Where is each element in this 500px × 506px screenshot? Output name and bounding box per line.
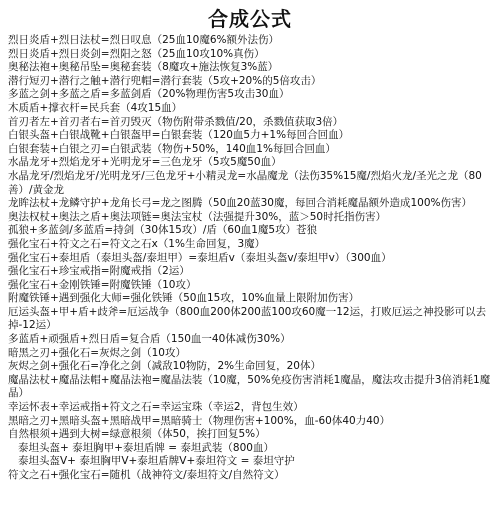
formula-line: 奥法权杖+奥法之盾+奥法项链=奥法宝杖（法强提升30%，蓝＞50时托指伤害） bbox=[8, 210, 387, 223]
formula-line: 烈日炎盾+烈日炎剑=烈阳之怒（25血10攻10%真伤） bbox=[8, 47, 265, 60]
formula-line: 龙眸法杖+龙鳞守护+龙角长弓=龙之图腾（50血20蓝30魔，每回合消耗魔晶额外造成100%伤害） bbox=[8, 197, 472, 210]
formula-line: 强化宝石+泰坦盾（泰坦头盔/泰坦甲）=泰坦盾v（泰坦头盔v/泰坦甲v）（300血） bbox=[8, 251, 392, 264]
formula-line: 幸运怀表+幸运戒指+符文之石=幸运宝珠（幸运2，背包生效） bbox=[8, 401, 304, 414]
page-title: 合成公式 bbox=[208, 7, 292, 31]
formula-line: 烈日炎盾+烈日法杖=烈日叹息（25血10魔6%额外法伤） bbox=[8, 34, 279, 46]
formula-line: 多蓝之剑+多蓝之盾=多蓝剑盾（20%物理伤害5攻击30血） bbox=[8, 88, 290, 101]
formula-line: 白银头盔+白银战靴+白银盔甲=白银套装（120血5力+1%每回合回血） bbox=[8, 129, 350, 142]
formula-line: 木质盾+撑衣杆=民兵套（4攻15血） bbox=[8, 101, 183, 114]
formula-line: 暗黑之刃+强化石=灰烬之剑（10攻） bbox=[8, 346, 186, 359]
formula-line: 附魔铁锤+遇到强化大师=强化铁锤（50血15攻，10%血量上限附加伤害） bbox=[8, 292, 360, 305]
formula-line: 魔晶法杖+魔晶法帽+魔晶法袍=魔晶法装（10魔，50%免疫伤害消耗1魔晶，魔法攻击提升3倍消耗1魔晶） bbox=[8, 373, 491, 400]
formula-line: 厄运头盔+甲+盾+歧斧=厄运战争（800血200体200蓝100攻60魔一12运，打败厄运之神投影可以去掉-12运） bbox=[8, 305, 487, 332]
formula-line: 水晶龙牙/烈焰龙牙/光明龙牙/三色龙牙+小精灵龙=水晶魔龙（法伤35%15魔/烈焰火龙/圣光之龙（80善）/黄金龙 bbox=[8, 169, 482, 196]
formula-line: 潜行短刃+潜行之触+潜行兜帽=潜行套装（5攻+20%的5倍攻击） bbox=[8, 74, 322, 87]
formula-line: 强化宝石+珍宝戒指=附魔戒指（2运） bbox=[8, 265, 190, 278]
formula-line: 奥秘法袍+奥秘吊坠=奥秘套装（8魔攻+施法恢复3%蓝） bbox=[8, 61, 279, 74]
formula-line: 自然根须+遇到大树=绿意根须（体50，挨打回复5%） bbox=[8, 428, 266, 441]
formula-line: 强化宝石+符文之石=符文之石x（1%生命回复，3魔） bbox=[8, 237, 266, 250]
formula-line: 符文之石+强化宝石=随机（战神符文/泰坦符文/自然符文） bbox=[8, 469, 285, 481]
formula-line: 黑暗之刃+黑暗头盔+黑暗战甲=黑暗骑士（物理伤害+100%，血-60体40力40） bbox=[8, 414, 391, 427]
formula-line: 白银套装+白银之刃=白银武装（物伤+50%，140血1%每回合回血） bbox=[8, 142, 336, 155]
formula-line: 首刃者左+首刃者右=首刃毁灭（物伤附带杀戮值/20，杀戮值获取3倍） bbox=[8, 115, 344, 128]
formula-line: 泰坦头盔V+ 泰坦胸甲V+泰坦盾牌V+泰坦符文 = 泰坦守护 bbox=[18, 455, 295, 468]
formula-line: 强化宝石+金刚铁锤=附魔铁锤（10攻） bbox=[8, 278, 197, 291]
formula-line: 灰烬之剑+强化石=净化之剑（减敌10物防，2%生命回复，20体） bbox=[8, 360, 321, 373]
formula-list bbox=[8, 34, 492, 483]
formula-line: 水晶龙牙+烈焰龙牙+光明龙牙=三色龙牙（5攻5魔50血） bbox=[8, 156, 282, 169]
formula-line: 孤狼+多蓝剑/多蓝盾=持剑（30体15攻）/盾（60血1魔5攻）苍狼 bbox=[8, 224, 318, 237]
formula-line: 泰坦头盔+ 泰坦胸甲+泰坦盾牌 = 泰坦武装（800血） bbox=[18, 441, 274, 454]
formula-line: 多蓝盾+顽强盾+烈日盾=复合盾（150血一40体减伤30%） bbox=[8, 333, 291, 346]
